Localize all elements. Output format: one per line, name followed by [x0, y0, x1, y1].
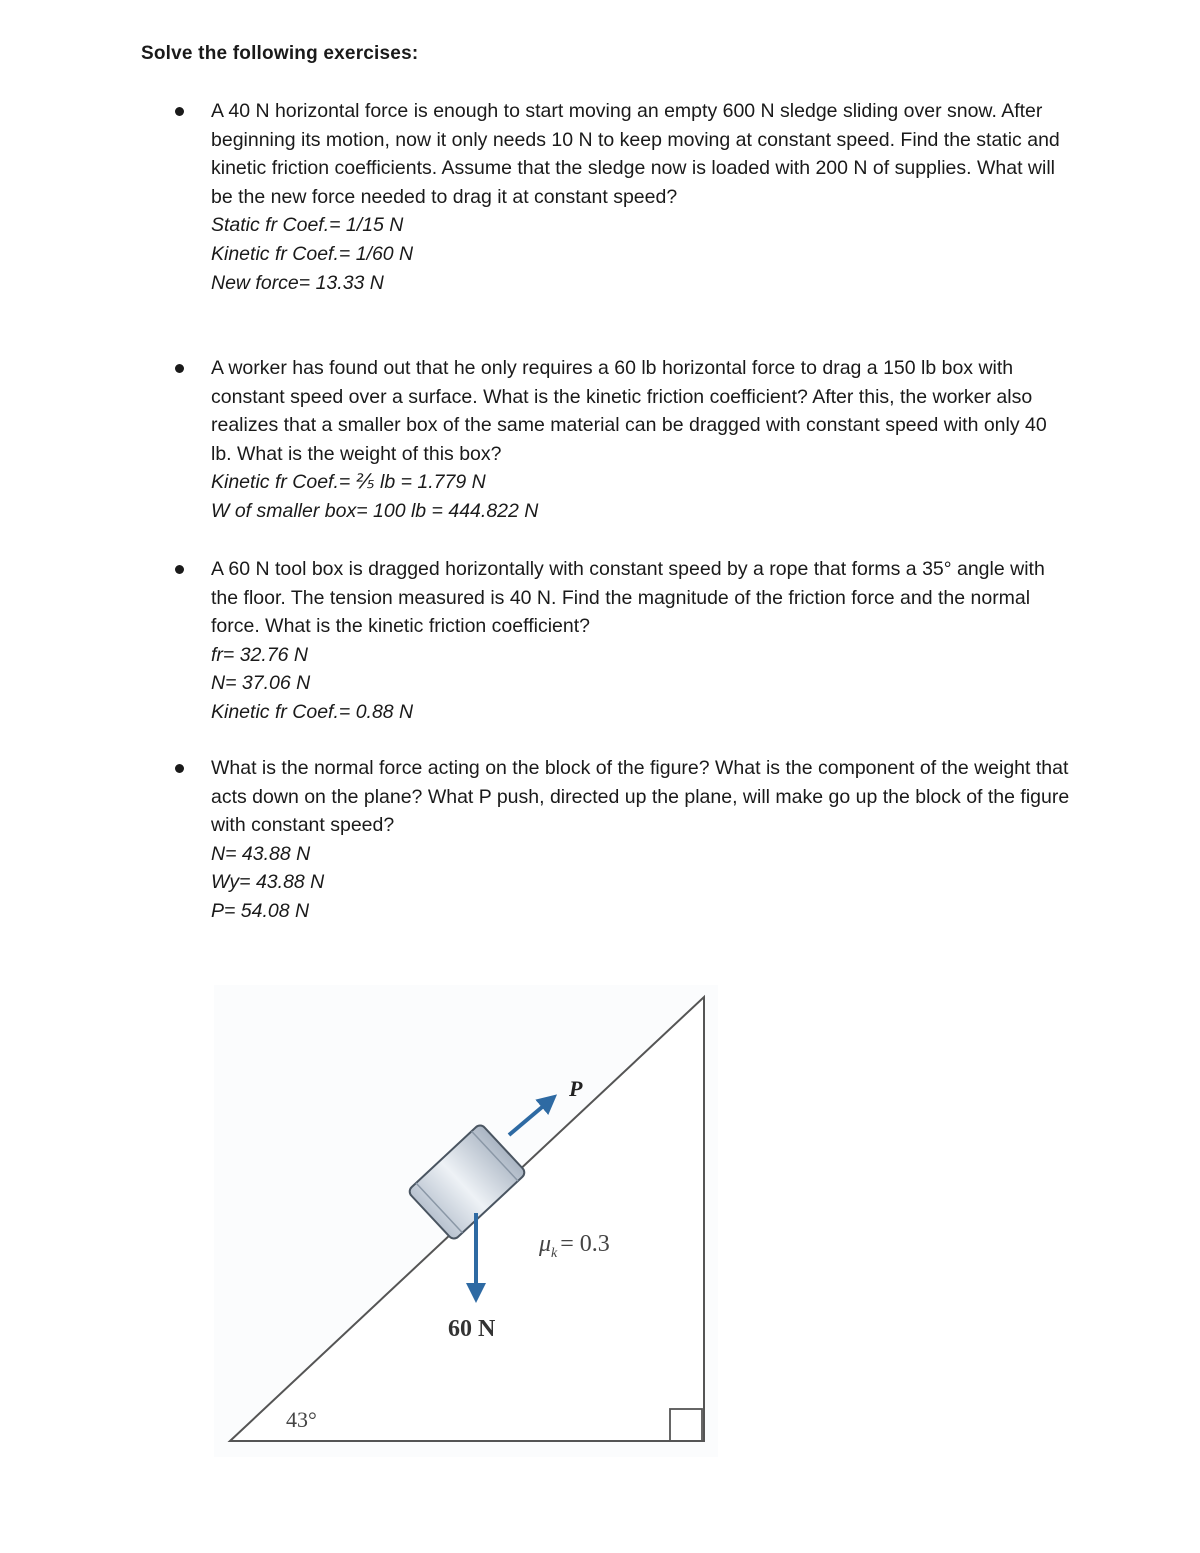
- page-heading: Solve the following exercises:: [141, 43, 419, 64]
- push-label: P: [569, 1076, 583, 1101]
- exercise-answer: Kinetic fr Coef.= 0.88 N: [211, 700, 414, 723]
- incline-diagram: [214, 985, 718, 1457]
- exercise-answer: Static fr Coef.= 1/15 N: [211, 214, 404, 237]
- exercise-question: A 40 N horizontal force is enough to start moving an empty 600 N sledge sliding over snow. After beginning its motion, now it only needs 10 N to keep moving at constant speed. Find the static and kinetic friction coefficients. Assume that the sledge now is loaded with 200 N of supplies. What will be the new force needed to drag it at constant speed?: [211, 100, 1060, 208]
- exercise-question: What is the normal force acting on the block of the figure? What is the component of the weight that acts down on the plane? What P push, directed up the plane, will make go up the block of the figure with constant speed?: [211, 757, 1070, 837]
- exercise-question: A 60 N tool box is dragged horizontally with constant speed by a rope that forms a 35° angle with the floor. The tension measured is 40 N. Find the magnitude of the friction force and the normal force. What is the kinetic friction coefficient?: [211, 558, 1045, 638]
- exercise-answer: P= 54.08 N: [211, 899, 310, 922]
- exercise-question: A worker has found out that he only requires a 60 lb horizontal force to drag a 150 lb box with constant speed over a surface. What is the kinetic friction coefficient? After this, the worker also realizes that a smaller box of the same material can be dragged with constant speed with only 40 lb. What is the weight of this box?: [211, 357, 1047, 465]
- exercise-answer: New force= 13.33 N: [211, 271, 384, 294]
- angle-label: 43°: [286, 1407, 317, 1432]
- exercise-4: [211, 754, 1071, 926]
- exercise-answer: Kinetic fr Coef.= 1/60 N: [211, 242, 414, 265]
- exercise-answer: fr= 32.76 N: [211, 643, 309, 666]
- exercise-1: [211, 97, 1071, 297]
- bullet-icon: [175, 107, 184, 116]
- bullet-icon: [175, 764, 184, 773]
- inclined-plane-figure: [214, 985, 718, 1457]
- friction-coefficient-label: $\mu_k = 0.3$: [539, 1231, 610, 1261]
- exercise-answer: W of smaller box= 100 lb = 444.822 N: [211, 499, 539, 522]
- exercise-answer: N= 37.06 N: [211, 672, 311, 695]
- exercise-2: [211, 354, 1071, 526]
- exercise-answer: Kinetic fr Coef.= ⅖ lb = 1.779 N: [211, 471, 486, 494]
- exercise-answer: Wy= 43.88 N: [211, 871, 325, 894]
- exercise-answer: N= 43.88 N: [211, 842, 311, 865]
- bullet-icon: [175, 565, 184, 574]
- bullet-icon: [175, 364, 184, 373]
- exercise-3: [211, 555, 1071, 727]
- weight-label: 60 N: [448, 1316, 496, 1342]
